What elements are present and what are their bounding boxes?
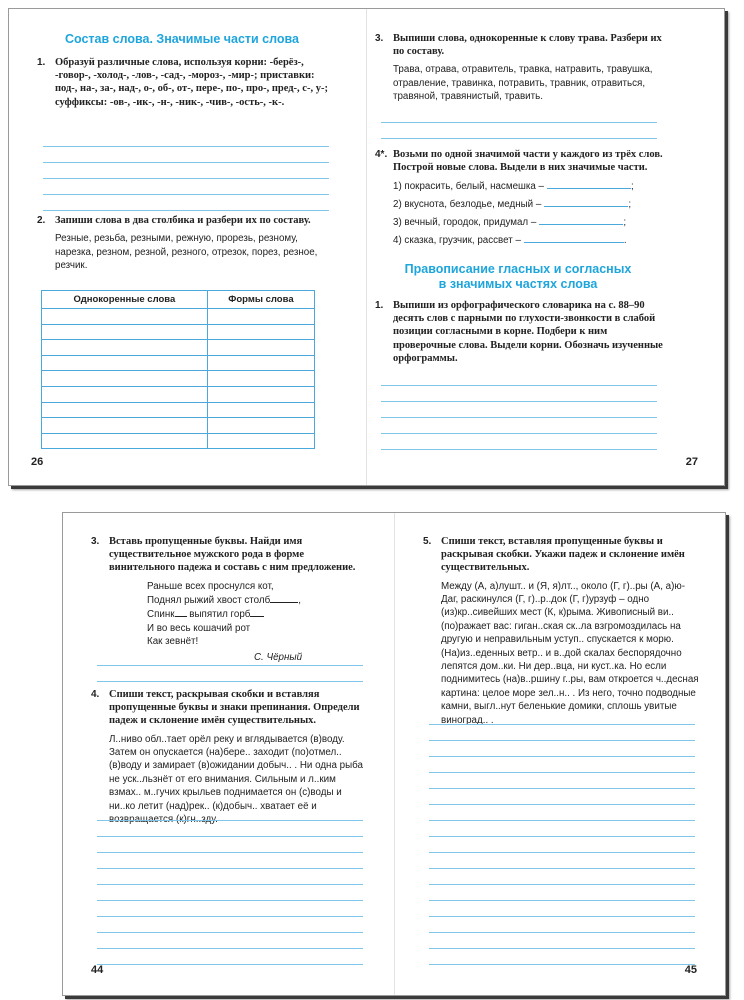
answer-blank[interactable] bbox=[175, 607, 187, 617]
passage-text: Л..ниво обл..тает орёл реку и вглядывается (в)воду. Затем он опускается (на)бере.. заходит (по)отмел.. (в)воду и замирает (в)ожидании добыч.. . Ни одна рыба не уск..льзнёт от его внимания. Сильным и л..ким взмах.. м..гучих крыльев поднимается он (с)воды и ни..ко летит (над)рек.. (к)добыч.. хватает её и возвращается (к)гн..зду. bbox=[109, 733, 363, 826]
section-title: Правописание гласных и согласных в значимых частях слова bbox=[404, 262, 632, 291]
table-row bbox=[42, 355, 315, 371]
task-number: 1. bbox=[375, 300, 384, 311]
page-number-45: 45 bbox=[684, 964, 697, 976]
task-instruction: Выпиши слова, однокоренные к слову трава. Разбери их по составу. bbox=[393, 33, 662, 58]
answer-lines-26-1[interactable] bbox=[43, 131, 329, 211]
task-instruction: Возьми по одной значимой части у каждого из трёх слов. Построй новые слова. Выдели в них значимые части. bbox=[393, 149, 663, 174]
answer-lines-45-5[interactable] bbox=[429, 709, 695, 965]
task-number: 5. bbox=[423, 536, 432, 547]
poem-line: Спинк выпятил горб bbox=[147, 607, 369, 621]
task-27-4 bbox=[375, 148, 663, 250]
task-number: 1. bbox=[37, 57, 46, 68]
answer-blank[interactable] bbox=[524, 232, 624, 243]
option-row: 2) вкуснота, безлодье, медный – ; bbox=[393, 196, 663, 214]
table-row bbox=[42, 371, 315, 387]
table-row bbox=[42, 340, 315, 356]
top-page-spread bbox=[8, 8, 725, 486]
keyword-trava: трава bbox=[577, 33, 606, 44]
poem-line: Раньше всех проснулся кот, bbox=[147, 580, 274, 592]
page-27 bbox=[367, 9, 724, 485]
option-row: 1) покрасить, белый, насмешка – ; bbox=[393, 178, 663, 196]
task-26-1 bbox=[37, 56, 329, 109]
option-list bbox=[393, 178, 663, 250]
poem-line: Как зевнёт! bbox=[147, 636, 199, 648]
answer-lines-27-3[interactable] bbox=[381, 107, 657, 139]
task-instruction: Выпиши из орфографического словарика на с. 88–90 десять слов с парными по глухости-звонкости в слабой позиции согласными в корне. Подбери к ним проверочные слова. Выдели корни. Обозначь изученные орфограммы. bbox=[393, 300, 663, 364]
poem-line: Поднял рыжий хвост столб , bbox=[147, 595, 301, 607]
task-44-3 bbox=[91, 535, 369, 664]
table-row bbox=[42, 324, 315, 340]
option-row: 3) вечный, городок, придумал – ; bbox=[393, 214, 663, 232]
option-row: 4) сказка, грузчик, рассвет – . bbox=[393, 232, 663, 250]
poem-author: С. Чёрный bbox=[253, 651, 303, 663]
table-row bbox=[42, 402, 315, 418]
task-number: 3. bbox=[91, 536, 100, 547]
task-instruction: Спиши текст, раскрывая скобки и вставляя пропущенные буквы и знаки препинания. Определи падеж и склонение имён существительных. bbox=[109, 689, 360, 727]
task-26-2 bbox=[37, 214, 329, 272]
table-row bbox=[42, 418, 315, 434]
task-number: 2. bbox=[37, 215, 46, 226]
task-45-5 bbox=[423, 535, 699, 727]
task-number: 4*. bbox=[375, 149, 388, 160]
task-number: 3. bbox=[375, 33, 384, 44]
word-list: Трава, отрава, отравитель, травка, натравить, травушка, отравление, травинка, потравить, травник, отравиться, травяной, травянистый, травить. bbox=[393, 64, 653, 103]
table-row bbox=[42, 309, 315, 325]
answer-blank[interactable] bbox=[544, 196, 628, 207]
page-number-26: 26 bbox=[31, 456, 44, 468]
task-number: 4. bbox=[91, 689, 100, 700]
page-number-44: 44 bbox=[91, 964, 104, 976]
table-header-cognates: Однокоренные слова bbox=[42, 291, 208, 309]
task-instruction: Вставь пропущенные буквы. Найди имя существительное мужского рода в форме винительного падежа и составь с ним предложение. bbox=[109, 536, 356, 574]
answer-blank[interactable] bbox=[270, 593, 298, 603]
answer-blank[interactable] bbox=[539, 214, 623, 225]
table-header-forms: Формы слова bbox=[207, 291, 314, 309]
answer-lines-44-4[interactable] bbox=[97, 805, 363, 965]
passage-text: Между (А, а)лушт.. и (Я, я)лт.., около (Г, г)..ры (А, а)ю-Даг, раскинулся (Г, г)..р..док (Г, г)урзуф – одно (из)кр..сивейших мест (К, к)рыма. Живописный ви.. (по)ражает вас: гиган..ская ск..ла взгромоздилась на другую и неправильным уступ.. спускается к морю. (На)из..еденных ветр.. и в..дой скалах беспорядочно лепятся дом..ки. Ни дер..вца, ни куст..ка. Но если поднимитесь (на)в..ршину г..ры, вам откроется ч..десная картина: целое море зел..н.. . Из него, точно подводные камни, выгл..нут беленькие домики, сплошь увитые виноград.. . bbox=[441, 580, 699, 726]
page-26 bbox=[9, 9, 366, 485]
task-instruction: Спиши текст, вставляя пропущенные буквы и раскрывая скобки. Укажи падеж и склонение имён существительных. bbox=[441, 536, 685, 574]
answer-blank[interactable] bbox=[547, 178, 631, 189]
answer-lines-44-3[interactable] bbox=[97, 650, 363, 682]
task-27-1 bbox=[375, 299, 663, 365]
answer-table[interactable] bbox=[41, 290, 315, 449]
poem-line: И во весь кошачий рот bbox=[147, 622, 251, 634]
table-row bbox=[42, 386, 315, 402]
table-row bbox=[42, 433, 315, 449]
task-instruction: Запиши слова в два столбика и разбери их по составу. bbox=[55, 215, 311, 226]
answer-lines-27-1[interactable] bbox=[381, 370, 657, 450]
page-45 bbox=[395, 513, 725, 995]
answer-blank[interactable] bbox=[250, 607, 264, 617]
task-27-3 bbox=[375, 32, 663, 104]
bottom-page-spread bbox=[62, 512, 726, 996]
page-number-27: 27 bbox=[685, 456, 698, 468]
page-26-title: Состав слова. Значимые части слова bbox=[64, 32, 300, 46]
page-44 bbox=[63, 513, 394, 995]
task-instruction: Образуй различные слова, используя корни: -берёз-, -говор-, -холод-, -лов-, -сад-, -мороз-, -мир-; приставки: под-, на-, за-, над-, о-, об-, от-, пере-, по-, про-, пред-, с-, у-; суффиксы: -ов-, -ик-, -н-, -ник-, -чив-, -ость-, -к-. bbox=[55, 57, 328, 108]
word-list: Резные, резьба, резными, режную, прорезь, резному, нарезка, резном, резной, резного, отрезок, порез, резное, резчик. bbox=[55, 233, 318, 272]
